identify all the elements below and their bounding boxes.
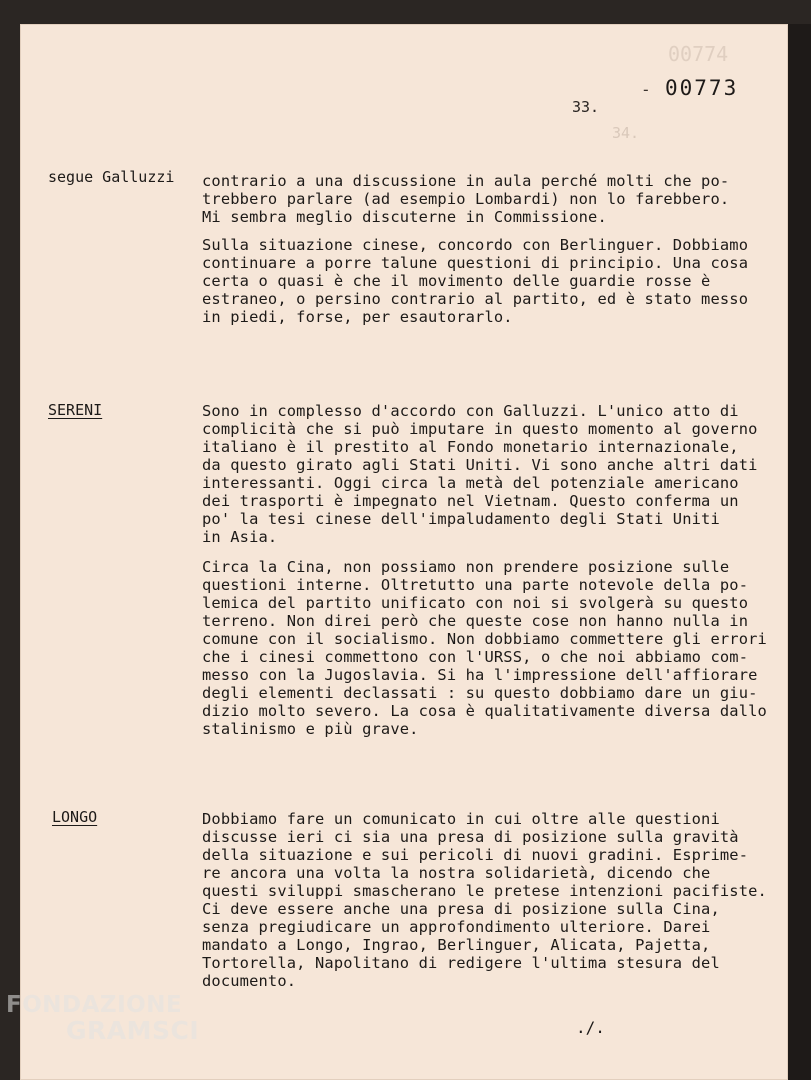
paragraph: Sono in complesso d'accordo con Galluzzi. L'unico atto di complicità che si può imputare in questo momento al governo italiano è il prestito al Fondo monetario internazionale, da questo girato agli Stati Uniti. Vi sono anche altri dati interessanti. Oggi circa la metà del potenziale americano dei trasporti è impegnato nel Vietnam. Questo conferma un po' la tesi cinese dell'impaludamento degli Stati Uniti in Asia.	[202, 402, 758, 546]
page-number: 33.	[572, 98, 600, 116]
paragraph: Circa la Cina, non possiamo non prendere posizione sulle questioni interne. Oltretutto una parte notevole della po- lemica del partito unificato con noi si svolgerà su questo terreno. Non direi però che queste cose non hanno nulla in comune con il socialismo. Non dobbiamo commettere gli errori che i cinesi commettono con l'URSS, o che noi abbiamo com- messo con la Jugoslavia. Si ha l'impressione dell'affiorare degli elementi declassati : su questo dobbiamo dare un giu- dizio molto severo. La cosa è qualitativamente diversa dallo stalinismo e più grave.	[202, 558, 767, 738]
watermark-line: GRAMSCI	[66, 1016, 200, 1045]
paragraph: contrario a una discussione in aula perché molti che po- trebbero parlare (ad esempio Lombardi) non lo farebbero. Mi sembra meglio discuterne in Commissione.	[202, 172, 730, 226]
watermark-line: FONDAZIONE	[6, 992, 183, 1018]
bleed-through-page-number: 34.	[612, 124, 640, 142]
speaker-label: SERENI	[48, 401, 103, 419]
speaker-label: LONGO	[52, 808, 98, 826]
page-edge	[788, 24, 811, 1080]
paragraph: Sulla situazione cinese, concordo con Berlinguer. Dobbiamo continuare a porre talune questioni di principio. Una cosa certa o quasi è che il movimento delle guardie rosse è estraneo, o persino contrario al partito, ed è stato messo in piedi, forse, per esautorarlo.	[202, 236, 749, 326]
bleed-through-archive-number: 00774	[668, 42, 729, 66]
archive-dash: -	[641, 80, 651, 99]
archive-number: 00773	[665, 76, 739, 100]
watermark-logo	[6, 992, 199, 1044]
continuation-mark: ./.	[576, 1018, 605, 1037]
speaker-label: segue Galluzzi	[48, 168, 175, 186]
paragraph: Dobbiamo fare un comunicato in cui oltre alle questioni discusse ieri ci sia una presa di posizione sulla gravità della situazione e sui pericoli di nuovi gradini. Esprime- re ancora una volta la nostra solidarietà, dicendo che questi sviluppi smascherano le pretese intenzioni pacifiste. Ci deve essere anche una presa di posizione sulla Cina, senza pregiudicare un approfondimento ulteriore. Darei mandato a Longo, Ingrao, Berlinguer, Alicata, Pajetta, Tortorella, Napolitano di redigere l'ultima stesura del documento.	[202, 810, 767, 990]
